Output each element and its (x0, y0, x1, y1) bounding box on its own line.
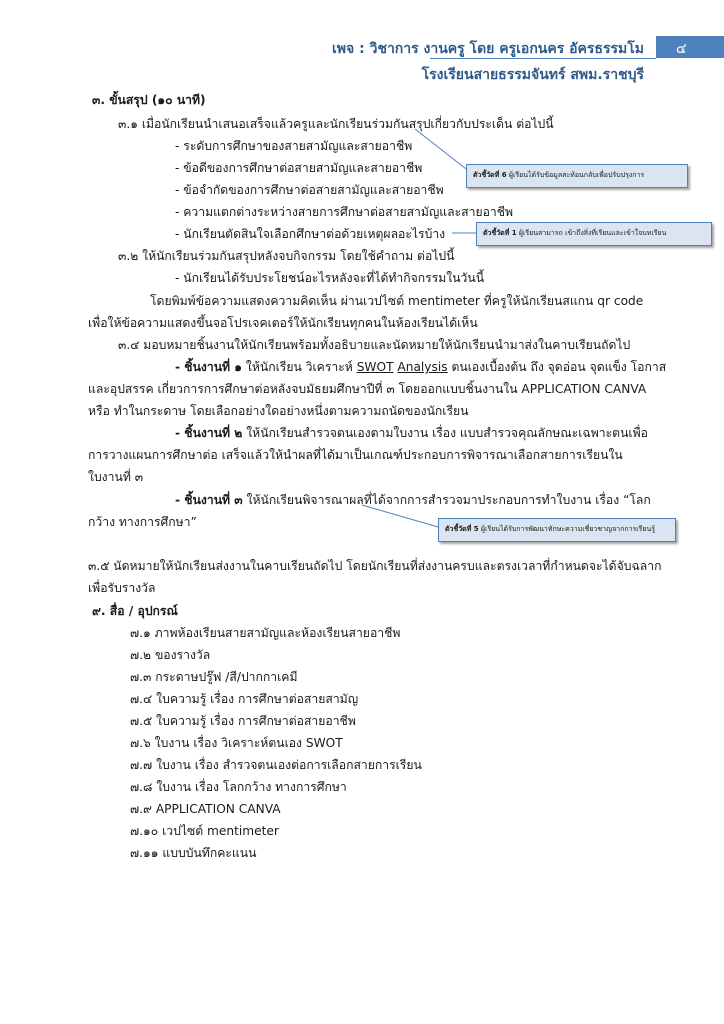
work-1-line-3: หรือ ทำในกระดาษ โดยเลือกอย่างใดอย่างหนึ่งตามความถนัดของนักเรียน (88, 404, 469, 418)
work-1-swot: SWOT (356, 360, 394, 374)
material-item: ๗.๕ ใบความรู้ เรื่อง การศึกษาต่อสายอาชีพ (130, 714, 356, 728)
bullet-3-1-1: - ระดับการศึกษาของสายสามัญและสายอาชีพ (175, 139, 413, 153)
item-3-2: ๓.๒ ให้นักเรียนร่วมกันสรุปหลังจบกิจกรรม โดยใช้คำถาม ต่อไปนี้ (118, 249, 455, 263)
material-item: ๗.๒ ของรางวัล (130, 648, 211, 662)
work-2-line-2: การวางแผนการศึกษาต่อ เสร็จแล้วให้นำผลที่ได้มาเป็นเกณฑ์ประกอบการพิจารณาเลือกสายการเรียนใน (88, 448, 623, 462)
paragraph-3-3-line-1: โดยพิมพ์ข้อความแสดงความคิดเห็น ผ่านเวปไซต์ mentimeter ที่ครูให้นักเรียนสแกน qr code (150, 294, 644, 308)
indicator-note-1-text: ผู้เรียนสามารถ เข้าถึงสิ่งที่เรียนและเข้าใจบทเรียน (516, 229, 667, 237)
material-item: ๗.๑๐ เวปไซต์ mentimeter (130, 824, 279, 838)
work-3-label: - ชิ้นงานที่ ๓ (175, 493, 243, 507)
header-school: โรงเรียนสายธรรมจันทร์ สพม.ราชบุรี (421, 67, 644, 83)
work-1-text-b: ตนเองเบื้องต้น ถึง จุดอ่อน จุดแข็ง โอกาส (447, 360, 667, 374)
material-item: ๗.๑๑ แบบบันทึกคะแนน (130, 846, 257, 860)
bullet-3-1-4: - ความแตกต่างระหว่างสายการศึกษาต่อสายสามัญและสายอาชีพ (175, 205, 514, 219)
work-1-line-2: และอุปสรรค เกี่ยวการการศึกษาต่อหลังจบมัธยมศึกษาปีที่ ๓ โดยออกแบบชิ้นงานใน APPLICATION CANVA (88, 382, 647, 396)
indicator-note-5-label: ตัวชี้วัดที่ 5 (445, 525, 479, 533)
section-3-title: ๓. ขั้นสรุป (๑๐ นาที) (92, 93, 206, 107)
material-item: ๗.๘ ใบงาน เรื่อง โลกกว้าง ทางการศึกษา (130, 780, 347, 794)
indicator-note-1 (476, 222, 712, 246)
indicator-note-6-label: ตัวชี้วัดที่ 6 (473, 171, 507, 179)
note-1-connector (415, 129, 470, 172)
material-item: ๗.๑ ภาพห้องเรียนสายสามัญและห้องเรียนสายอาชีพ (130, 626, 401, 640)
indicator-note-6 (466, 164, 688, 188)
item-3-5-line-2: เพื่อรับรางวัล (88, 581, 156, 595)
material-item: ๗.๔ ใบความรู้ เรื่อง การศึกษาต่อสายสามัญ (130, 692, 359, 706)
material-item: ๗.๓ กระดาษปรู๊ฟ /สี/ปากกาเคมี (130, 670, 298, 684)
indicator-note-5-text: ผู้เรียนได้รับการพัฒนาทักษะความเชี่ยวชาญจากการเรียนรู้ (478, 525, 656, 533)
bullet-3-2-1: - นักเรียนได้รับประโยชน์อะไรหลังจะที่ได้ทำกิจกรรมในวันนี้ (175, 271, 485, 285)
work-1-label: - ชิ้นงานที่ ๑ (175, 360, 243, 374)
section-9-title: ๙. สื่อ / อุปกรณ์ (92, 604, 178, 618)
work-2-text: ให้นักเรียนสำรวจตนเองตามใบงาน เรื่อง แบบสำรวจคุณลักษณะเฉพาะตนเพื่อ (242, 426, 648, 440)
material-item: ๗.๙ APPLICATION CANVA (130, 802, 281, 816)
header-title: เพจ : วิชาการ งานครู โดย ครูเอกนคร อัครธรรมโม (332, 41, 644, 57)
bullet-3-1-2: - ข้อดีของการศึกษาต่อสายสามัญและสายอาชีพ (175, 161, 423, 175)
work-2-label: - ชิ้นงานที่ ๒ (175, 426, 243, 440)
work-2-line-3: ใบงานที่ ๓ (88, 470, 144, 484)
item-3-5-line-1: ๓.๕ นัดหมายให้นักเรียนส่งงานในคาบเรียนถัดไป โดยนักเรียนที่ส่งงานครบและตรงเวลาที่กำหนดจะได้จับฉลาก (88, 559, 662, 573)
paragraph-3-3-line-2: เพื่อให้ข้อความแสดงขึ้นจอโปรเจคเตอร์ให้นักเรียนทุกคนในห้องเรียนได้เห็น (88, 316, 478, 330)
bullet-3-1-5: - นักเรียนตัดสินใจเลือกศึกษาต่อด้วยเหตุผลอะไรบ้าง (175, 227, 446, 241)
indicator-note-5 (438, 518, 676, 542)
material-item: ๗.๗ ใบงาน เรื่อง สำรวจตนเองต่อการเลือกสายการเรียน (130, 758, 422, 772)
material-item: ๗.๖ ใบงาน เรื่อง วิเคราะห์ตนเอง SWOT (130, 736, 343, 750)
item-3-4: ๓.๔ มอบหมายชิ้นงานให้นักเรียนพร้อมทั้งอธิบายและนัดหมายให้นักเรียนนำมาส่งในคาบเรียนถัดไป (118, 338, 631, 352)
indicator-note-6-text: ผู้เรียนได้รับข้อมูลสะท้อนกลับเพื่อปรับปรุงการ (506, 171, 645, 179)
note-3-connector (362, 505, 438, 527)
indicator-note-1-label: ตัวชี้วัดที่ 1 (483, 229, 517, 237)
work-3-line-2: กว้าง ทางการศึกษา” (88, 515, 197, 529)
work-1-text-a: ให้นักเรียน วิเคราะห์ (242, 360, 357, 374)
page-number: ๔ (676, 41, 687, 57)
item-3-1: ๓.๑ เมื่อนักเรียนนำเสนอเสร็จแล้วครูและนักเรียนร่วมกันสรุปเกี่ยวกับประเด็น ต่อไปนี้ (118, 117, 554, 131)
work-1-analysis: Analysis (397, 360, 448, 374)
bullet-3-1-3: - ข้อจำกัดของการศึกษาต่อสายสามัญและสายอาชีพ (175, 183, 444, 197)
work-3-text: ให้นักเรียนพิจารณาผลที่ได้จากการสำรวจมาประกอบการทำใบงาน เรื่อง “โลก (242, 493, 651, 507)
